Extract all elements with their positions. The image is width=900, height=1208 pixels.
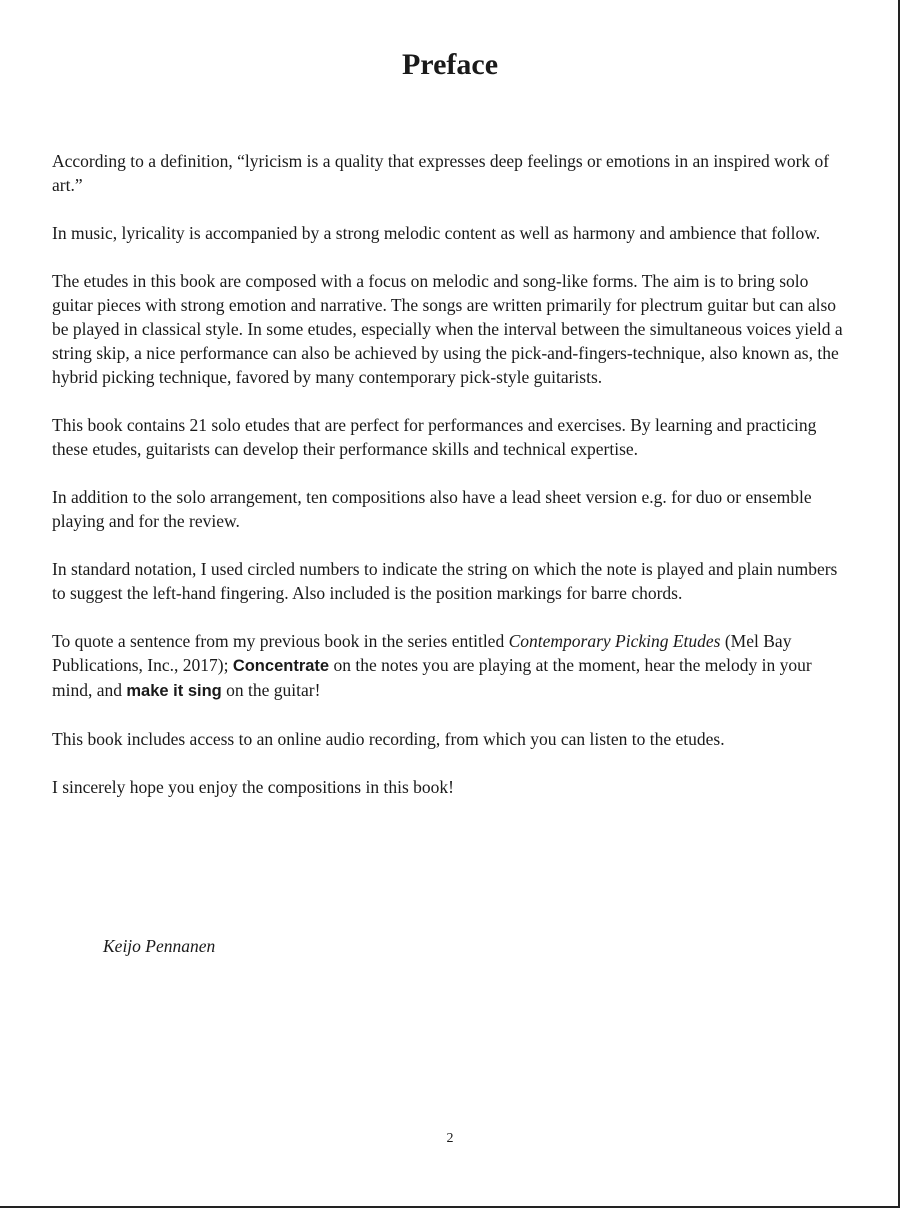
previous-book-title: Contemporary Picking Etudes	[508, 631, 721, 651]
paragraph-book-contents: This book contains 21 solo etudes that are perfect for performances and exercises. By learning and practicing these etudes, guitarists can develop their performance skills and technical expertise.	[52, 415, 817, 459]
quote-text-1: To quote a sentence from my previous book in the series entitled	[52, 631, 509, 651]
paragraph-closing: I sincerely hope you enjoy the compositions in this book!	[52, 777, 454, 797]
quote-text-3: on the notes you are playing at the moment, hear the melody in your mind, and	[52, 655, 812, 700]
quote-bold-make-it-sing: make it sing	[126, 682, 222, 700]
quote-bold-concentrate: Concentrate	[232, 657, 330, 675]
paragraph-audio: This book includes access to an online audio recording, from which you can listen to the etudes.	[52, 729, 725, 749]
paragraph-quote	[52, 629, 852, 703]
paragraph-lyricality: In music, lyricality is accompanied by a strong melodic content as well as harmony and ambience that follow.	[52, 223, 821, 243]
paragraph-lead-sheets: In addition to the solo arrangement, ten compositions also have a lead sheet version e.g. for duo or ensemble playing and for the review.	[52, 487, 812, 531]
quote-text-4: on the guitar!	[221, 680, 321, 700]
paragraph-notation: In standard notation, I used circled numbers to indicate the string on which the note is played and plain numbers to suggest the left-hand fingering. Also included is the position markings for barre chords.	[52, 559, 838, 603]
paragraph-etudes-focus: The etudes in this book are composed with a focus on melodic and song-like forms. The aim is to bring solo guitar pieces with strong emotion and narrative. The songs are written primarily for plectrum guitar but can also be played in classical style. In some etudes, especially when the interval between the simultaneous voices yield a string skip, a nice performance can also be achieved by using the pick-and-fingers-technique, also known as, the hybrid picking technique, favored by many contemporary pick-style guitarists.	[52, 271, 843, 387]
page-number: 2	[446, 1131, 454, 1146]
paragraph-lyricism-definition: According to a definition, “lyricism is a quality that expresses deep feelings or emotions in an inspired work of art.”	[52, 151, 830, 195]
quote-text-2: (Mel Bay Publications, Inc., 2017);	[52, 631, 792, 675]
author-signature: Keijo Pennanen	[103, 936, 216, 956]
page-title: Preface	[401, 48, 499, 81]
preface-body	[52, 149, 852, 823]
